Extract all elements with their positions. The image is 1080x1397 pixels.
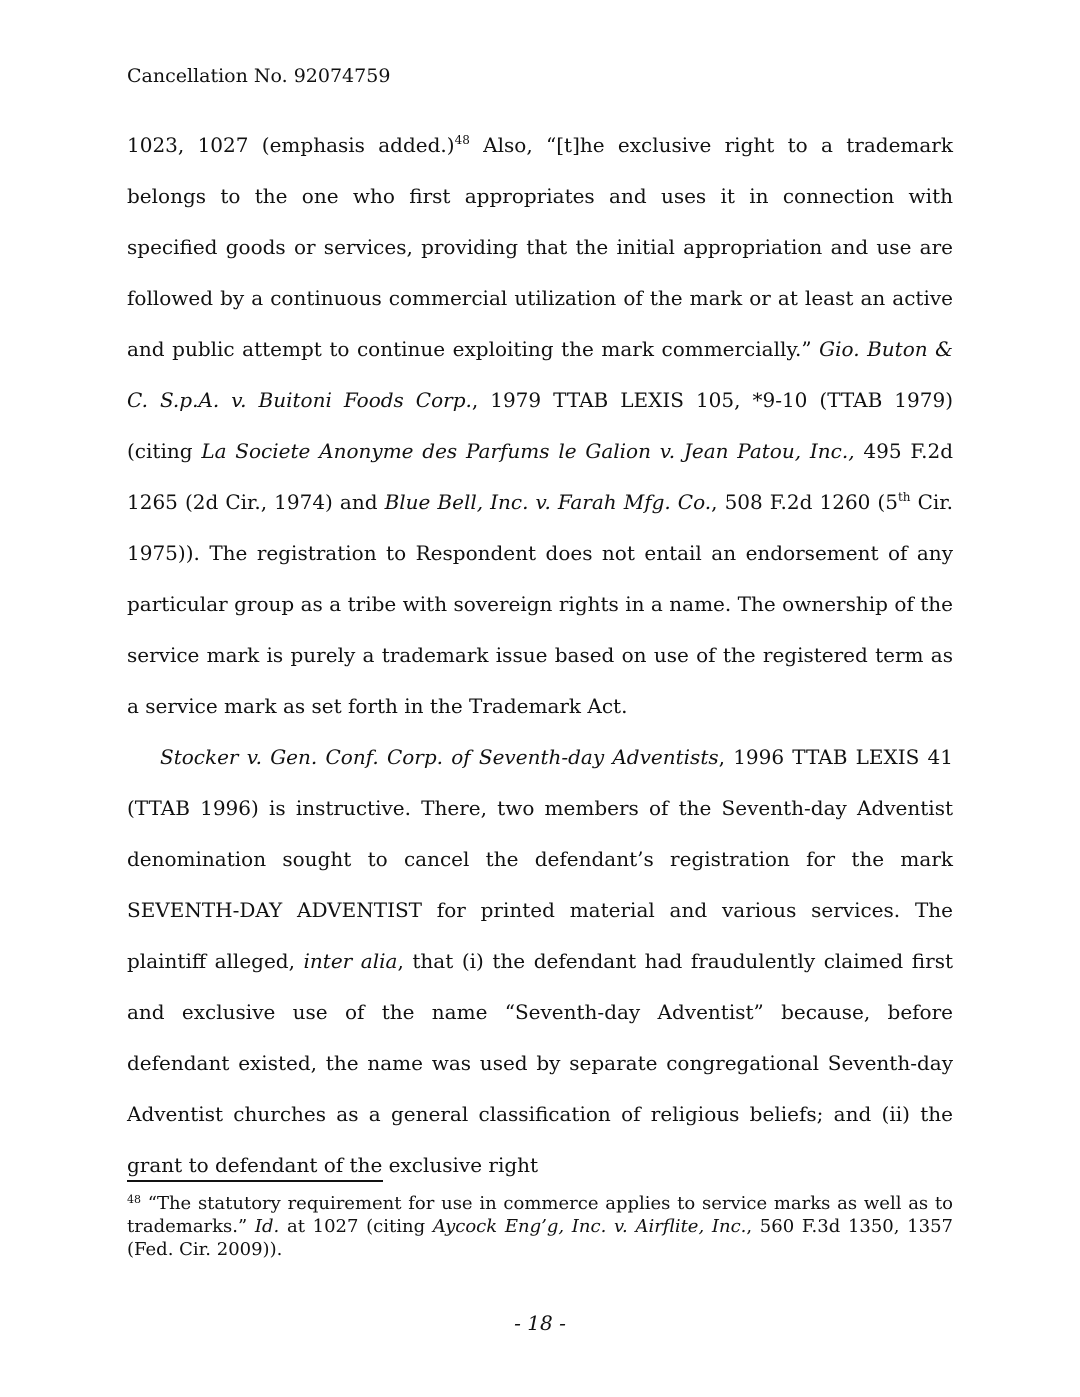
fn-id-signal: Id. [254,1216,280,1237]
case-citation-blue-bell: Blue Bell, Inc. v. Farah Mfg. Co. [384,490,712,514]
footnote-number: 48 [127,1193,141,1206]
fn-text-3: , 560 F.3d 1350, 1357 (Fed. Cir. 2009)). [127,1216,953,1260]
body-text [127,120,953,1191]
fn-text-1: “The statutory requirement for use in commerce applies to service marks as well as to trademarks.” [127,1193,953,1237]
case-citation-aycock: Aycock Eng’g, Inc. v. Airflite, Inc. [432,1216,747,1237]
ordinal-suffix: th [897,490,911,504]
case-citation-gio-buton: Gio. Buton & C. S.p.A. v. Buitoni Foods Corp. [127,337,953,412]
p2-text-2: , that (i) the defendant had fraudulently claimed first and exclusive use of the name “Seventh-day Adventist” because, before defendant existed, the name was used by separate congregational Seventh-day Adventist churches as a general classification of religious beliefs; and (ii) the grant to defendant of the exclusive right [127,949,953,1177]
document-header: Cancellation No. 92074759 [127,65,391,87]
paragraph-2 [127,732,953,1191]
p1-text-1: 1023, 1027 (emphasis added.) [127,133,455,157]
case-citation-la-societe: La Societe Anonyme des Parfums le Galion v. Jean Patou, Inc., [201,439,855,463]
p2-text-1: , 1996 TTAB LEXIS 41 (TTAB 1996) is instructive. There, two members of the Seventh-day Adventist denomination sought to cancel the defendant’s registration for the mark SEVENTH-DAY ADVENTIST for printed material and various services. The plaintiff alleged, [127,745,954,973]
p1-text-6: Cir. 1975)). The registration to Respondent does not entail an endorsement of any particular group as a tribe with sovereign rights in a name. The ownership of the service mark is purely a trademark issue based on use of the registered term as a service mark as set forth in the Trademark Act. [127,490,953,718]
p1-text-3: , 1979 TTAB LEXIS 105, *9-10 (TTAB 1979) (citing [127,388,954,463]
footnote-48 [127,1192,953,1261]
page-number: - 18 - [514,1311,566,1335]
p1-text-4: 495 F.2d 1265 (2d Cir., 1974) and [127,439,953,514]
latin-phrase: inter alia [303,949,398,973]
footnote-reference: 48 [454,133,470,147]
case-citation-stocker: Stocker v. Gen. Conf. Corp. of Seventh-day Adventists [160,745,719,769]
p1-text-2: Also, “[t]he exclusive right to a trademark belongs to the one who first appropriates and uses it in connection with specified goods or services, providing that the initial appropriation and use are followed by a continuous commercial utilization of the mark or at least an active and public attempt to continue exploiting the mark commercially.” [127,133,953,361]
fn-text-2: at 1027 (citing [279,1216,433,1237]
paragraph-1 [127,120,953,732]
footnote-divider [127,1180,383,1182]
p1-text-5: , 508 F.2d 1260 (5 [711,490,898,514]
